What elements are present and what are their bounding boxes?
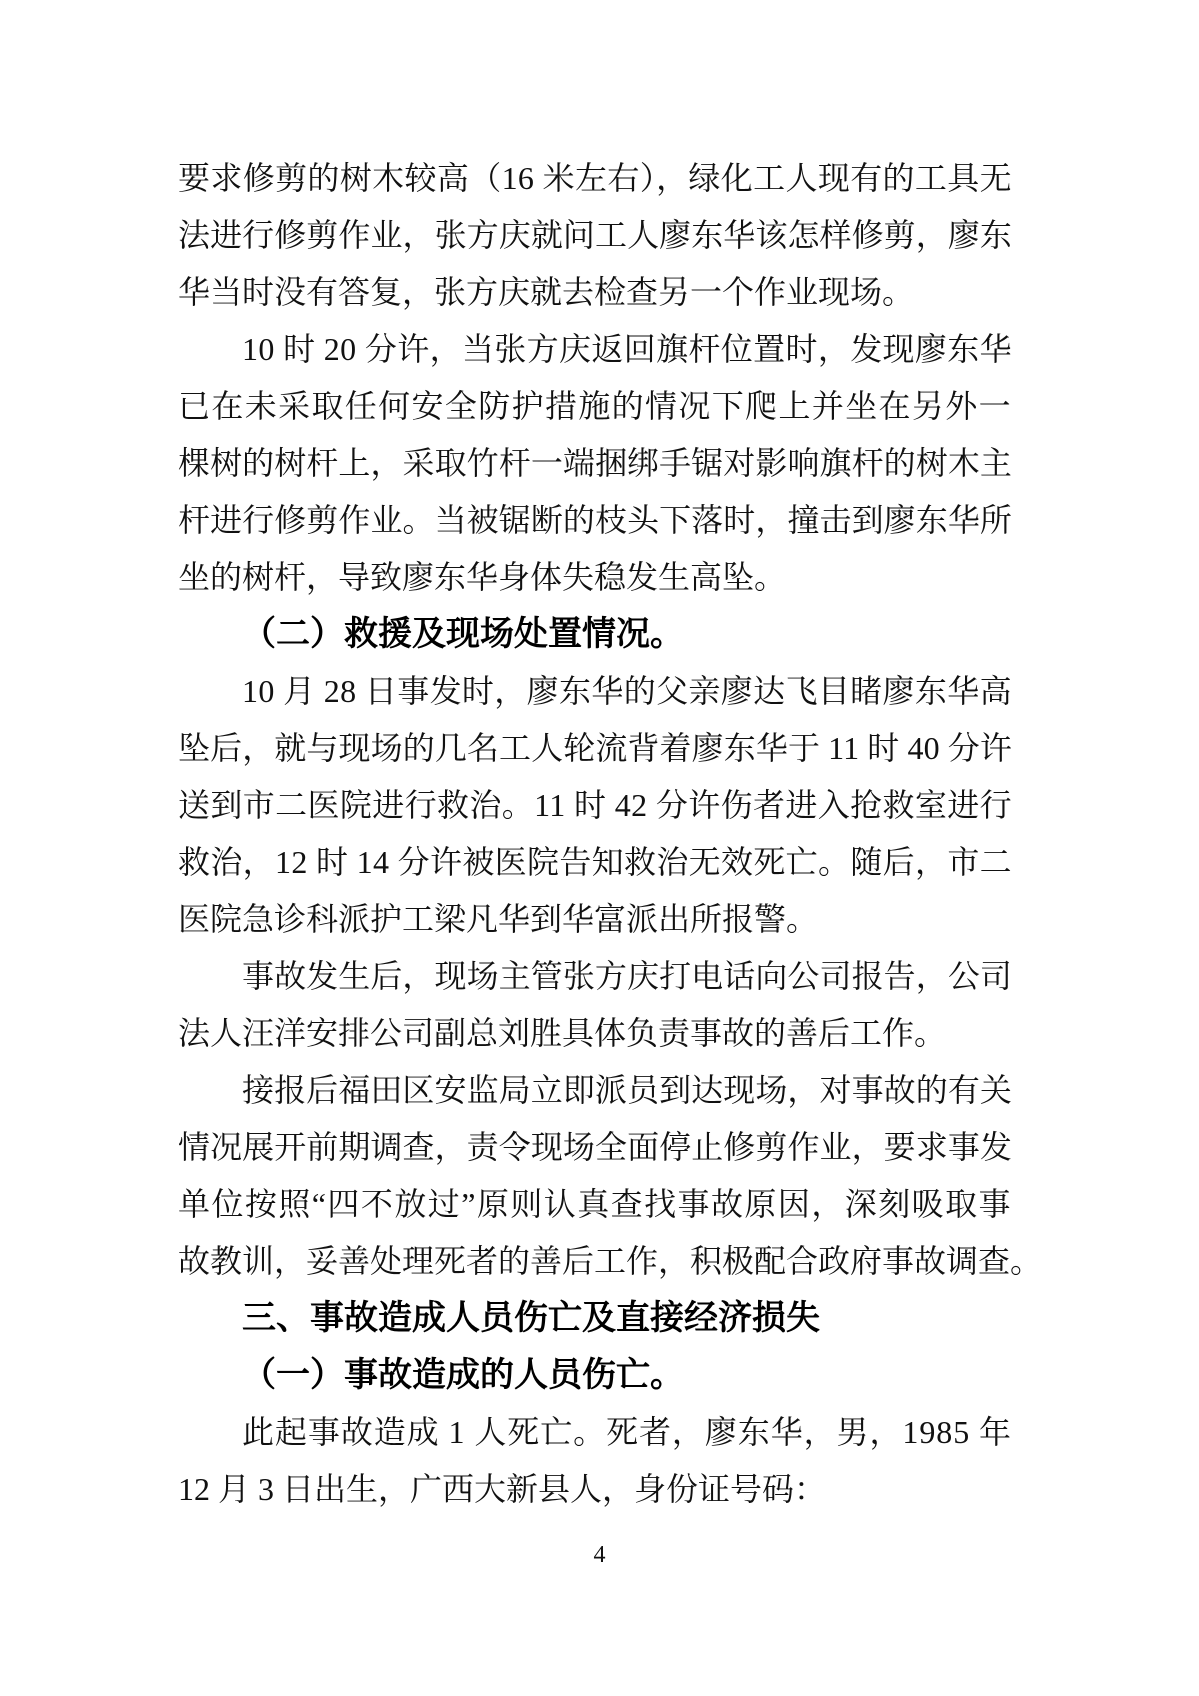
text-line: [178, 264, 1012, 321]
text-line: [178, 1233, 1043, 1290]
heading-line: [178, 606, 1012, 663]
line-text: 要求修剪的树木较高（16 米左右），绿化工人现有的工具无: [178, 160, 1012, 196]
line-text: 医院急诊科派护工梁凡华到华富派出所报警。: [178, 901, 819, 937]
paragraph: [178, 663, 1012, 948]
text-line: [178, 1461, 1012, 1518]
line-text: 棵树的树杆上，采取竹杆一端捆绑手锯对影响旗杆的树木主: [178, 445, 1012, 481]
paragraph: [178, 150, 1012, 321]
line-text: 事故发生后，现场主管张方庆打电话向公司报告，公司: [242, 958, 1012, 994]
line-text: 12 月 3 日出生，广西大新县人，身份证号码：: [178, 1471, 827, 1507]
document-body: [178, 150, 1043, 1518]
line-text: 故教训，妥善处理死者的善后工作，积极配合政府事故调查。: [178, 1243, 1043, 1279]
line-text: 已在未采取任何安全防护措施的情况下爬上并坐在另外一: [178, 388, 1012, 424]
text-line: [178, 1176, 1012, 1233]
line-text: 华当时没有答复，张方庆就去检查另一个作业现场。: [178, 274, 915, 310]
text-line: [178, 720, 1012, 777]
heading-line: [178, 1290, 1012, 1347]
text-line: [178, 948, 1012, 1005]
text-line: [178, 1005, 1012, 1062]
line-text: 送到市二医院进行救治。11 时 42 分许伤者进入抢救室进行: [178, 787, 1012, 823]
text-line: [178, 435, 1012, 492]
text-line: [178, 663, 1012, 720]
page-number: 4: [593, 1542, 606, 1568]
text-line: [178, 321, 1012, 378]
line-text: 法人汪洋安排公司副总刘胜具体负责事故的善后工作。: [178, 1015, 947, 1051]
line-text: 坐的树杆，导致廖东华身体失稳发生高坠。: [178, 559, 787, 595]
line-text: 杆进行修剪作业。当被锯断的枝头下落时，撞击到廖东华所: [178, 502, 1012, 538]
paragraph: [178, 948, 1012, 1062]
text-line: [178, 1119, 1012, 1176]
text-line: [178, 891, 1012, 948]
heading-line: [178, 1347, 1012, 1404]
section-heading: [178, 1290, 1012, 1347]
line-text: 救治，12 时 14 分许被医院告知救治无效死亡。随后，市二: [178, 844, 1012, 880]
text-line: [178, 549, 1012, 606]
text-line: [178, 150, 1012, 207]
line-text: （二）救援及现场处置情况。: [242, 615, 684, 653]
line-text: 接报后福田区安监局立即派员到达现场，对事故的有关: [242, 1072, 1012, 1108]
line-text: 三、事故造成人员伤亡及直接经济损失: [242, 1299, 820, 1337]
line-text: 坠后，就与现场的几名工人轮流背着廖东华于 11 时 40 分许: [178, 730, 1012, 766]
text-line: [178, 834, 1012, 891]
line-text: 情况展开前期调查，责令现场全面停止修剪作业，要求事发: [178, 1129, 1012, 1165]
paragraph: [178, 321, 1012, 606]
text-line: [178, 492, 1012, 549]
line-text: 单位按照“四不放过”原则认真查找事故原因，深刻吸取事: [178, 1186, 1012, 1222]
line-text: 10 时 20 分许，当张方庆返回旗杆位置时，发现廖东华: [242, 331, 1012, 367]
text-line: [178, 1404, 1012, 1461]
line-text: （一）事故造成的人员伤亡。: [242, 1356, 684, 1394]
page-footer: [0, 1542, 1199, 1569]
text-line: [178, 378, 1012, 435]
line-text: 此起事故造成 1 人死亡。死者，廖东华，男，1985 年: [242, 1414, 1012, 1450]
text-line: [178, 777, 1012, 834]
paragraph: [178, 1404, 1012, 1518]
line-text: 法进行修剪作业，张方庆就问工人廖东华该怎样修剪，廖东: [178, 217, 1012, 253]
line-text: 10 月 28 日事发时，廖东华的父亲廖达飞目睹廖东华高: [242, 673, 1012, 709]
text-line: [178, 1062, 1012, 1119]
section-heading: [178, 606, 1012, 663]
text-line: [178, 207, 1012, 264]
paragraph: [178, 1062, 1043, 1290]
section-heading: [178, 1347, 1012, 1404]
